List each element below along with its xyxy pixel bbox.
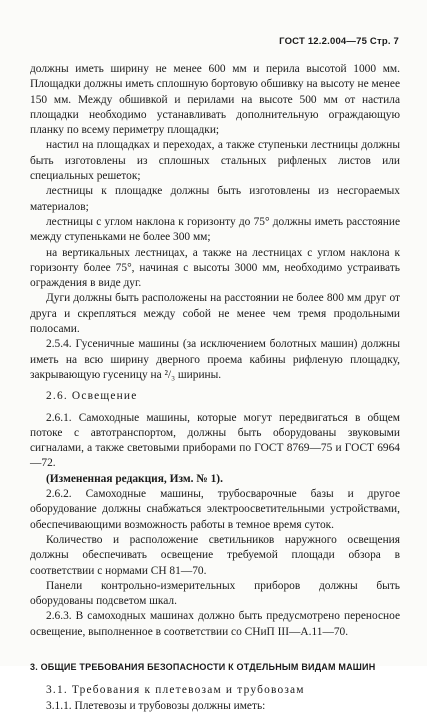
page-header: ГОСТ 12.2.004—75 Стр. 7 bbox=[279, 36, 399, 47]
paragraph: 3.1.1. Плетевозы и трубовозы должны иметь: bbox=[46, 699, 266, 712]
document-body bbox=[30, 62, 400, 714]
paragraph: 2.6.3. В самоходных машинах должно быть предусмотрено переносное освещение, выполненное в соответствии со СНиП III—А.11—70. bbox=[30, 610, 400, 638]
paragraph: Количество и расположение светильников наружного освещения должны обеспечивать освещение требуемой площади обзора в соответствии с нормами СН 81—70. bbox=[30, 533, 400, 577]
subsection-heading: 3.1. Требования к плетевозам и трубовозам bbox=[46, 684, 305, 697]
paragraph: 2.5.4. Гусеничные машины (за исключением болотных машин) должны иметь на всю ширину дверного проема кабины рифленую площадку, закрывающую гусеницу на ²/₃ ширины. bbox=[30, 338, 400, 381]
chapter-heading: 3. ОБЩИЕ ТРЕБОВАНИЯ БЕЗОПАСНОСТИ К ОТДЕЛЬНЫМ ВИДАМ МАШИН bbox=[30, 661, 376, 672]
paragraph: 2.6.2. Самоходные машины, трубосварочные базы и другое оборудование должны снабжаться электроосветительными устройствами, обеспечивающими возможность работы в темное время суток. bbox=[30, 488, 400, 531]
amendment-note: (Измененная редакция, Изм. № 1). bbox=[46, 472, 223, 485]
paragraph: лестницы с углом наклона к горизонту до 75° должны иметь расстояние между ступеньками не более 300 мм; bbox=[30, 215, 400, 244]
paragraph: лестницы к площадке должны быть изготовлены из несгораемых материалов; bbox=[30, 185, 400, 213]
paragraph: Панели контрольно-измерительных приборов должны быть оборудованы подсветом шкал. bbox=[30, 579, 400, 608]
paragraph: 2.6.1. Самоходные машины, которые могут передвигаться в общем потоке с автотранспортом, должны быть оборудованы звуковыми сигналами, а также световыми приборами по ГОСТ 8769—75 и ГОСТ 6964—72. bbox=[30, 411, 400, 470]
paragraph: должны иметь ширину не менее 600 мм и перила высотой 1000 мм. Площадки должны иметь сплошную бортовую обшивку на высоту не менее 150 мм. Между обшивкой и перилами на высоте 500 мм от настила площадки необходимо устанавливать дополнительную ограждающую планку по всему периметру площадки; bbox=[30, 63, 400, 137]
paragraph: на вертикальных лестницах, а также на лестницах с углом наклона к горизонту более 75°, начиная с высоты 3000 мм, необходимо устраивать ограждения в виде дуг. bbox=[30, 246, 400, 290]
paragraph: Дуги должны быть расположены на расстоянии не более 800 мм друг от друга и скрепляться между собой не менее чем тремя продольными полосами. bbox=[30, 292, 400, 336]
paragraph: настил на площадках и переходах, а также ступеньки лестницы должны быть изготовлены из сплошных стальных рифленых листов или специальных решеток; bbox=[30, 139, 400, 183]
section-heading-lighting: 2.6. Освещение bbox=[46, 390, 138, 403]
